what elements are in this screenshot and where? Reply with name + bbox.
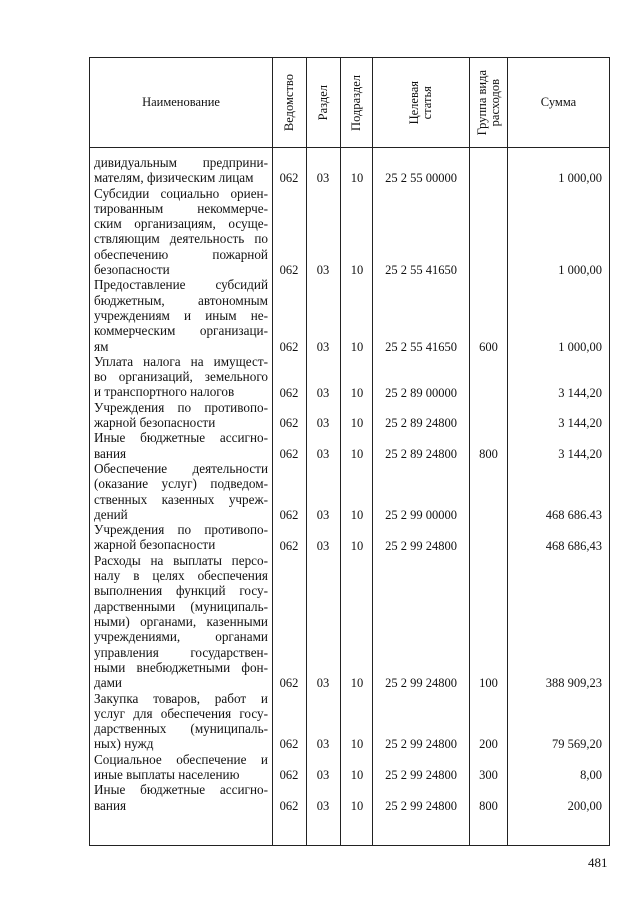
row-sum-cell: 468 686.43 [545,507,602,522]
row-ved-cell: 062 [279,385,299,400]
row-raz-cell: 03 [316,171,330,186]
row-pod-cell: 10 [350,768,364,782]
row-name-line: учреждениям и иным не- [94,307,268,323]
row-pod-cell: 10 [350,446,364,461]
row-ved-cell: 062 [279,339,299,354]
row-name-line: налу в целях обеспечения [94,568,268,584]
row-ved-cell: 062 [279,171,299,186]
row-name-line: обеспечению пожарной [94,246,268,262]
row-raz-cell: 03 [316,263,330,278]
row-grp-cell: 100 [479,676,498,691]
row-cel-cell: 25 2 55 41650 [385,263,457,278]
row-name-line: дами [94,675,122,691]
row-name-line: Субсидии социально ориен- [94,185,268,201]
row-name [94,691,268,752]
row-pod-cell: 10 [350,263,364,278]
row-name-line: услуг для обеспечения госу- [94,705,268,721]
row-name-line: ственных казенных учреж- [94,491,268,507]
row-name-line: Предоставление субсидий [94,277,268,293]
row-name [94,782,268,813]
row-name-line: ными) органами, казенными [94,613,268,629]
page-number: 481 [588,855,608,870]
row-name-line: и транспортного налогов [94,384,235,400]
row-sum-cell: 8,00 [580,768,602,782]
row-name-line: ям [94,338,109,354]
row-pod-cell: 10 [350,676,364,691]
row-raz-cell: 03 [316,339,330,354]
row-sum-cell: 1 000,00 [558,339,602,354]
row-name-line: ствляющим деятельность по [94,231,268,247]
row-pod-cell: 10 [350,385,364,400]
row-name [94,522,268,553]
row-raz-cell: 03 [316,798,330,813]
header-vedomstvo-label: Ведомство [282,73,296,132]
row-name-line: мателям, физическим лицам [94,170,254,186]
row-cel-cell: 25 2 99 24800 [385,538,457,553]
header-summa-label: Сумма [540,95,577,109]
row-name-line: Закупка товаров, работ и [94,690,268,706]
row-ved-cell: 062 [279,446,299,461]
row-name [94,461,268,522]
row-name-line: тированным некоммерче- [94,200,268,216]
row-cel-cell: 25 2 99 00000 [385,507,457,522]
row-grp-cell: 200 [479,737,498,752]
row-name-line: (оказание услуг) подведом- [94,476,268,492]
row-name-line: управления государствен- [94,644,268,660]
row-name-line: дарственными (муниципаль- [94,598,268,614]
row-name-line: ским организациям, осуще- [94,216,268,232]
row-raz-cell: 03 [316,538,330,553]
row-name-line: безопасности [94,262,170,278]
row-name-line: дивидуальным предприни- [94,155,268,170]
row-ved-cell: 062 [279,538,299,553]
row-cel-cell: 25 2 99 24800 [385,676,457,691]
row-ved-cell: 062 [279,263,299,278]
row-raz-cell: 03 [316,768,330,782]
row-cel-cell: 25 2 99 24800 [385,768,457,782]
row-sum-cell: 3 144,20 [558,416,602,431]
row-cel-cell: 25 2 89 24800 [385,416,457,431]
header-vedomstvo [273,58,306,147]
row-name-line: Иные бюджетные ассигно- [94,782,268,798]
row-pod-cell: 10 [350,507,364,522]
column-divider [340,57,341,845]
row-name-line: дений [94,506,128,522]
row-cel-cell: 25 2 99 24800 [385,737,457,752]
header-gruppa [470,58,507,147]
row-name-line: бюджетным, автономным [94,292,268,308]
header-gruppa-line: расходов [487,78,502,127]
row-raz-cell: 03 [316,446,330,461]
row-ved-cell: 062 [279,737,299,752]
row-pod-cell: 10 [350,416,364,431]
row-grp-cell: 600 [479,339,498,354]
header-gruppa-label [476,70,502,135]
row-grp-cell: 300 [479,768,498,782]
row-sum-cell: 1 000,00 [558,171,602,186]
row-pod-cell: 10 [350,538,364,553]
row-raz-cell: 03 [316,507,330,522]
row-sum-cell: 3 144,20 [558,385,602,400]
header-celevaya-line: Целевая [407,80,421,125]
row-name-line: Расходы на выплаты персо- [94,552,268,568]
row-name-line: иные выплаты населению [94,766,240,782]
row-grp-cell: 800 [479,446,498,461]
row-pod-cell: 10 [350,339,364,354]
column-divider [272,57,273,845]
row-raz-cell: 03 [316,676,330,691]
row-name [94,400,268,431]
row-sum-cell: 200,00 [567,798,602,813]
header-podrazdel [341,58,372,147]
header-name-label: Наименование [142,95,220,109]
row-name-line: учреждениями, органами [94,629,268,645]
row-ved-cell: 062 [279,768,299,782]
row-name [94,430,268,461]
row-ved-cell: 062 [279,416,299,431]
row-name [94,553,268,691]
row-cel-cell: 25 2 89 00000 [385,385,457,400]
row-name-line: Уплата налога на имущест- [94,353,268,369]
header-razdel [307,58,340,147]
row-sum-cell: 388 909,23 [545,676,602,691]
row-cel-cell: 25 2 99 24800 [385,798,457,813]
row-name-line: Учреждения по противопо- [94,522,268,538]
row-ved-cell: 062 [279,507,299,522]
header-celevaya-label [408,81,434,124]
row-cel-cell: 25 2 55 00000 [385,171,457,186]
row-sum-cell: 468 686,43 [545,538,602,553]
row-ved-cell: 062 [279,798,299,813]
header-name [90,58,272,147]
row-name-line: жарной безопасности [94,537,216,553]
row-name [94,155,268,186]
header-divider [89,147,609,148]
row-name-line: Обеспечение деятельности [94,461,268,476]
row-pod-cell: 10 [350,737,364,752]
header-celevaya [373,58,469,147]
row-sum-cell: 1 000,00 [558,263,602,278]
row-name [94,354,268,400]
row-name-line: во организаций, земельного [94,369,268,385]
header-celevaya-line: статья [420,85,434,120]
row-name-line: дарственных (муниципаль- [94,721,268,737]
row-grp-cell: 800 [479,798,498,813]
row-cel-cell: 25 2 55 41650 [385,339,457,354]
row-name-line: Иные бюджетные ассигно- [94,430,268,446]
row-ved-cell: 062 [279,676,299,691]
row-name-line: Учреждения по противопо- [94,399,268,415]
row-name-line: ных) нужд [94,736,154,752]
row-sum-cell: 79 569,20 [552,737,602,752]
row-name-line: коммерческим организаци- [94,323,268,339]
row-name-line: выполнения функций госу- [94,583,268,599]
row-pod-cell: 10 [350,798,364,813]
row-name-line: вания [94,445,127,461]
row-name-line: жарной безопасности [94,415,216,431]
row-raz-cell: 03 [316,737,330,752]
header-podrazdel-label: Подраздел [349,74,363,131]
column-divider [306,57,307,845]
row-name-line: ными внебюджетными фон- [94,659,268,675]
header-razdel-label: Раздел [316,84,330,121]
row-name [94,752,268,783]
row-cel-cell: 25 2 89 24800 [385,446,457,461]
header-summa [508,58,609,147]
row-name [94,186,268,278]
row-name [94,277,268,353]
row-raz-cell: 03 [316,385,330,400]
row-pod-cell: 10 [350,171,364,186]
row-name-line: вания [94,797,127,813]
header-gruppa-line: Группа вида [474,69,489,136]
row-raz-cell: 03 [316,416,330,431]
row-sum-cell: 3 144,20 [558,446,602,461]
row-name-line: Социальное обеспечение и [94,751,268,767]
